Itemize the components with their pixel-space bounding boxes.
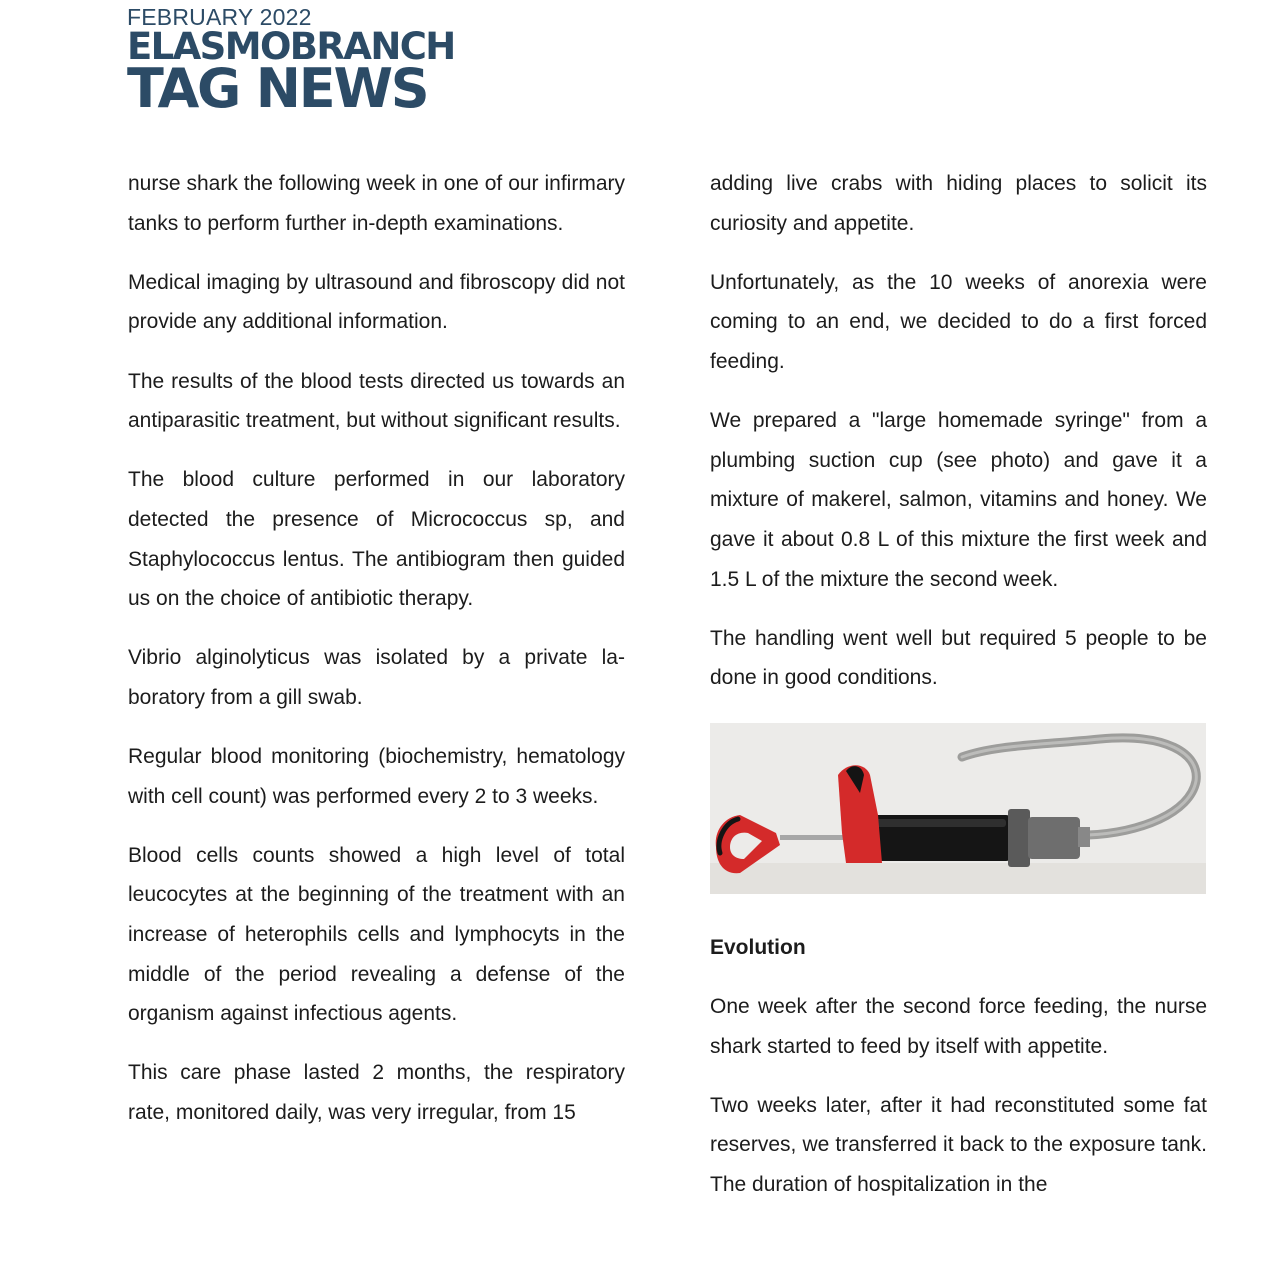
paragraph: The handling went well but required 5 people to be done in good conditions. [710,626,1207,690]
paragraph: nurse shark the following week in one of our infirmary tanks to perform further in-depth examinations. [128,172,625,235]
paragraph: adding live crabs with hiding places to solicit its curiosity and appetite. [710,172,1207,235]
left-column [128,164,625,1152]
paragraph: Vibrio alginolyticus was isolated by a private laboratory from a gill swab. [128,646,625,709]
paragraph: This care phase lasted 2 months, the respiratory rate, monitored daily, was very irregular, from 15 [128,1061,625,1125]
section-heading-evolution: Evolution [710,935,806,959]
paragraph: We prepared a "large homemade syringe" from a plumbing suction cup (see photo) and gave it a mixture of makerel, salmon, vitamins and honey. We gave it about 0.8 L of this mixture the first week and 1.5 L of the mixture the second week. [710,409,1207,591]
connector [1028,817,1080,859]
paragraph: Unfortunately, as the 10 weeks of anorexia were coming to an end, we decided to do a first forced feeding. [710,270,1207,373]
masthead [127,4,455,120]
paragraph: Regular blood monitoring (biochemistry, hematology with cell count) was performed every 2 to 3 weeks. [128,745,625,808]
paragraph: The blood culture performed in our laboratory detected the presence of Micrococcus sp, and Staphylococcus lentus. The antibiogram then guided us on the choice of antibiotic therapy. [128,468,625,611]
paragraph: Two weeks later, after it had reconstituted some fat reserves, we transferred it back to the exposure tank. The duration of hospitalization in the [710,1093,1207,1197]
newsletter-title-line1: ELASMOBRANCH [127,25,455,68]
right-column [710,164,1207,1224]
paragraph: The results of the blood tests directed us towards an antiparasitic treatment, but without significant results. [128,369,625,433]
newsletter-title-line2: TAG NEWS [127,57,428,120]
issue-date: FEBRUARY 2022 [127,4,312,30]
syringe-illustration [710,723,1206,894]
paragraph: One week after the second force feeding, the nurse shark started to feed by itself with appetite. [710,995,1207,1058]
paragraph: Blood cells counts showed a high level of total leucocytes at the beginning of the treatment with an increase of heterophils cells and lymphocyts in the middle of the period revealing a defense of the organism against infectious agents. [128,843,625,1026]
paragraph: Medical imaging by ultrasound and fibroscopy did not provide any additional information. [128,270,625,334]
homemade-syringe-photo [710,723,1206,894]
